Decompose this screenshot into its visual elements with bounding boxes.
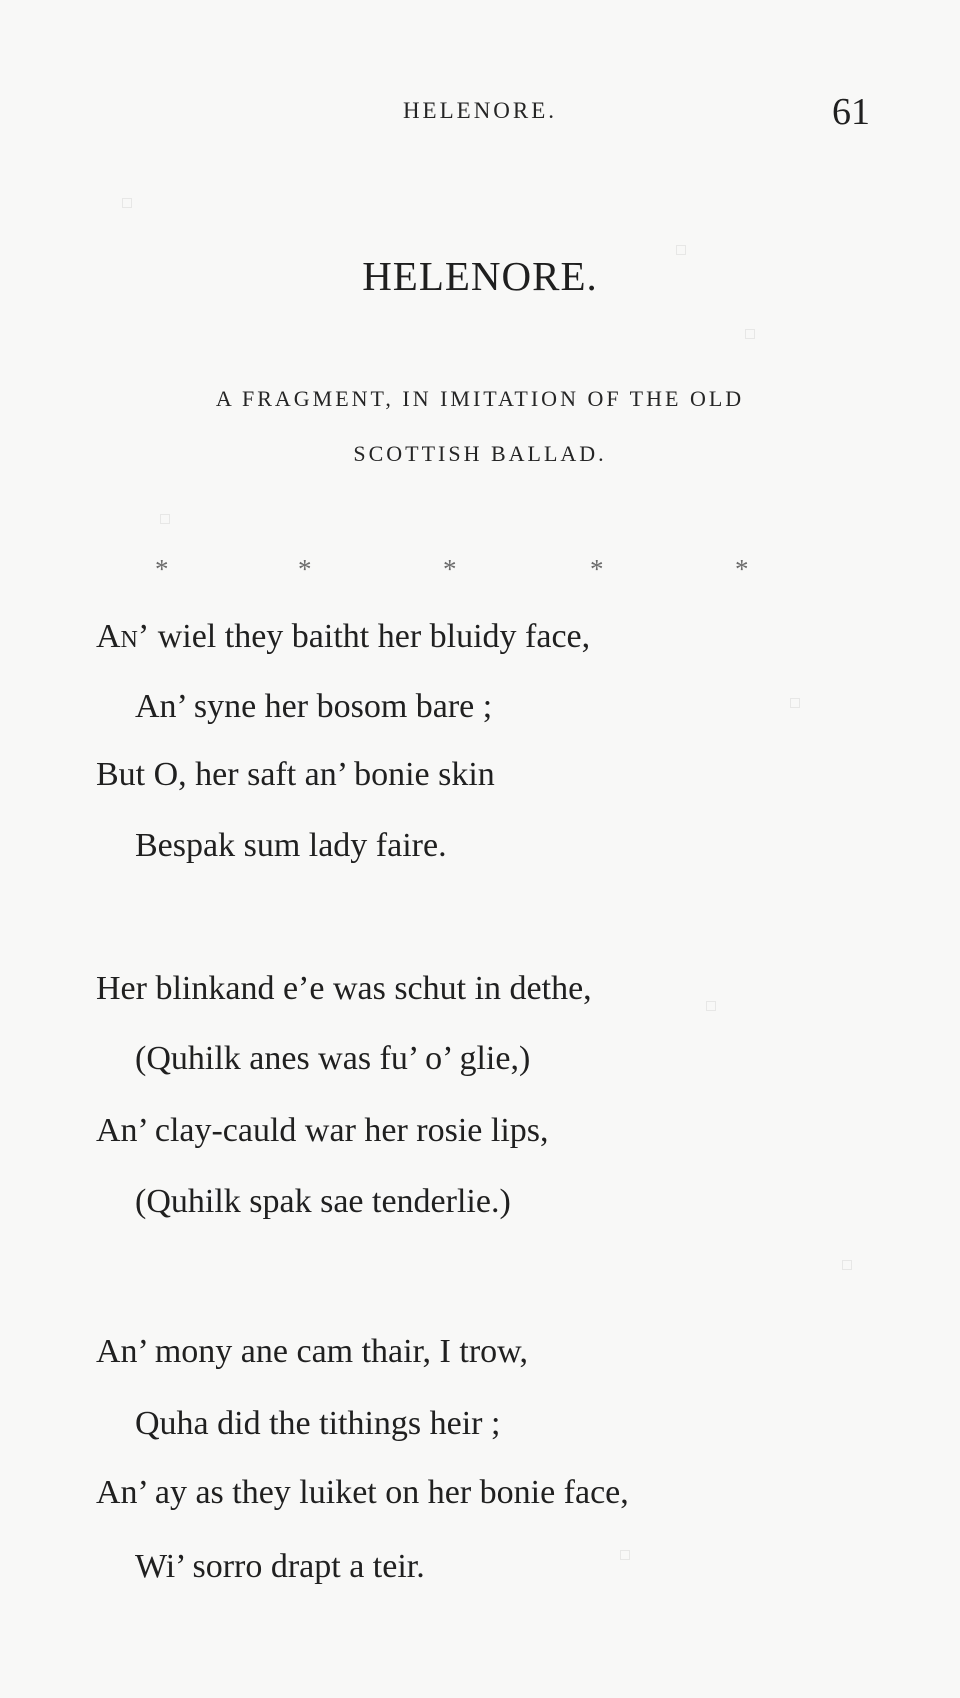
scan-artifact (676, 245, 686, 255)
asterisk-3: * (443, 554, 457, 584)
subtitle-line-1: A FRAGMENT, IN IMITATION OF THE OLD (215, 386, 745, 411)
scan-artifact (160, 514, 170, 524)
running-title: HELENORE. (402, 98, 558, 123)
stanza-3-line-4: Wi’ sorro drapt a teir. (135, 1548, 425, 1585)
subtitle-line-2: SCOTTISH BALLAD. (353, 441, 607, 466)
scan-artifact (790, 698, 800, 708)
asterisk-4: * (590, 554, 604, 584)
poem-title: HELENORE. (362, 253, 598, 299)
stanza-1-line-4: Bespak sum lady faire. (135, 827, 447, 864)
scan-artifact (706, 1001, 716, 1011)
page-number: 61 (832, 91, 870, 133)
stanza-1-line-1 (96, 618, 590, 656)
stanza-3-line-2: Quha did the tithings heir ; (135, 1405, 501, 1442)
scan-artifact (842, 1260, 852, 1270)
stanza-2-line-4: (Quhilk spak sae tenderlie.) (135, 1183, 511, 1220)
stanza-2-line-3: An’ clay-cauld war her rosie lips, (96, 1112, 549, 1149)
stanza-1-line-3: But O, her saft an’ bonie skin (96, 756, 495, 793)
stanza-1-opening-word: An’ (96, 618, 150, 655)
stanza-1-line-1-text: wiel they baitht her bluidy face, (149, 618, 591, 655)
scan-artifact (745, 329, 755, 339)
asterisk-5: * (735, 554, 749, 584)
scan-artifact (122, 198, 132, 208)
stanza-2-line-2: (Quhilk anes was fu’ o’ glie,) (135, 1040, 531, 1077)
asterisk-1: * (155, 554, 169, 584)
asterisk-2: * (298, 554, 312, 584)
stanza-2-line-1: Her blinkand e’e was schut in dethe, (96, 970, 592, 1007)
stanza-3-line-1: An’ mony ane cam thair, I trow, (96, 1333, 528, 1370)
scan-artifact (620, 1550, 630, 1560)
stanza-3-line-3: An’ ay as they luiket on her bonie face, (96, 1474, 629, 1511)
stanza-1-line-2: An’ syne her bosom bare ; (135, 688, 493, 725)
